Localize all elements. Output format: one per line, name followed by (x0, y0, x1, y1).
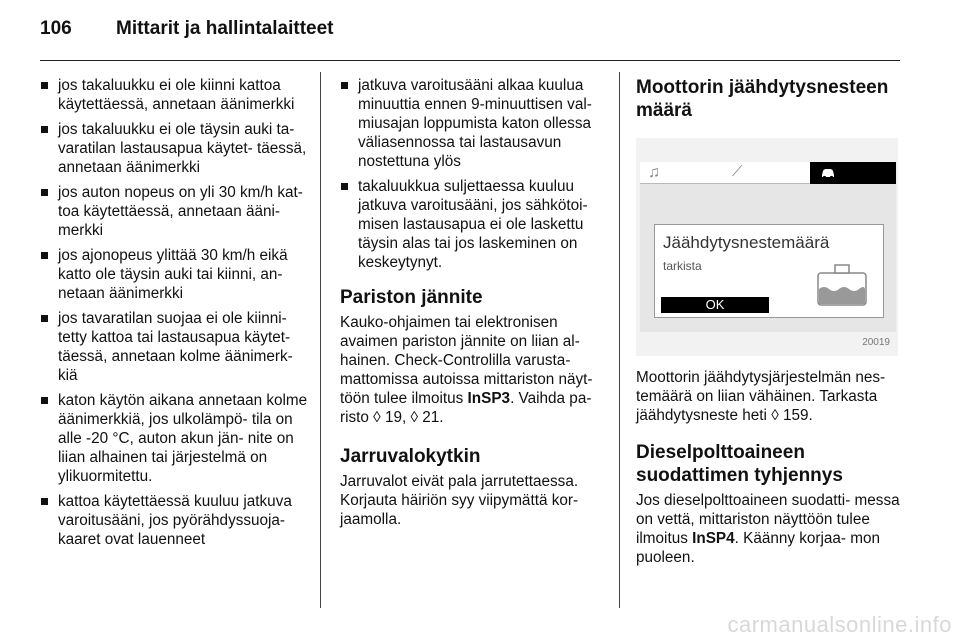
phone-icon: ⟋ (732, 163, 743, 180)
insp4-code: InSP4 (692, 530, 735, 547)
insp3-code: InSP3 (467, 390, 511, 407)
display-tab-bar (640, 162, 896, 184)
message-title: Jäähdytysnestemäärä (663, 233, 830, 252)
battery-paragraph: Kauko-ohjaimen tai elektronisen avaimen pariston jännite on liian al- hainen. Check-Controlilla varusta- mattomissa autoissa mittariston näyt- töön tulee ilmoitus InSP3. Vaihda pa- risto ◊ 19, ◊ 21. (340, 314, 593, 426)
column-divider (320, 72, 321, 608)
vehicle-tab (810, 162, 896, 184)
watermark: carmanualsonline.info (727, 612, 952, 637)
coolant-tank-icon (815, 263, 869, 307)
list-item: jos ajonopeus ylittää 30 km/h eikä katto ole täysin auki tai kiinni, an- netaan äänimerkki (40, 246, 308, 303)
bullet-list (40, 76, 308, 549)
column-divider (619, 72, 620, 608)
figure-code: 20019 (862, 337, 890, 348)
car-icon (820, 166, 836, 180)
page-header (40, 18, 900, 44)
message-box (654, 224, 884, 318)
display-screen (640, 162, 896, 332)
list-item: jos takaluukku ei ole täysin auki ta- varatilan lastausapua käytet- täessä, annetaan äänimerkki (40, 120, 308, 177)
brake-heading: Jarruvalokytkin (340, 446, 481, 467)
header-rule (40, 60, 900, 61)
column-1 (40, 76, 308, 555)
bullet-list (340, 76, 604, 272)
list-item: jos tavaratilan suojaa ei ole kiinni- tetty kattoa tai lastausapua käytet- täessä, annetaan kolme äänimerk- kiä (40, 309, 308, 385)
list-item: jatkuva varoitusääni alkaa kuulua minuuttia ennen 9-minuuttisen val- miusajan loppumista katon ollessa väliasennossa tai lastausavun nostettuna ylös (340, 76, 604, 171)
coolant-paragraph: Moottorin jäähdytysjärjestelmän nes- temäärä on liian vähäinen. Tarkasta jäähdytysneste heti ◊ 159. (636, 369, 886, 424)
diesel-paragraph: Jos dieselpolttoaineen suodatti- messa on vettä, mittariston näyttöön tulee ilmoitus InSP4. Käänny korjaa- mon puoleen. (636, 492, 900, 566)
list-item: jos takaluukku ei ole kiinni kattoa käytettäessä, annetaan äänimerkki (40, 76, 308, 114)
column-2 (340, 76, 604, 529)
message-subtitle: tarkista (663, 259, 702, 273)
page-title: Mittarit ja hallintalaitteet (116, 18, 334, 39)
battery-heading: Pariston jännite (340, 287, 483, 308)
list-item: kattoa käytettäessä kuuluu jatkuva varoitusääni, jos pyörähdyssuoja- kaaret ovat lauenneet (40, 492, 308, 549)
page-number: 106 (40, 18, 72, 39)
brake-paragraph: Jarruvalot eivät pala jarrutettaessa. Korjauta häiriön syy viipymättä kor- jaamolla. (340, 473, 579, 528)
music-note-icon: ♫ (648, 164, 660, 181)
coolant-heading: Moottorin jäähdytysnesteen määrä (636, 77, 889, 121)
coolant-display-figure (636, 138, 898, 356)
ok-bar: OK (661, 297, 769, 313)
list-item: katon käytön aikana annetaan kolme äänimerkkiä, jos ulkolämpö- tila on alle -20 °C, auton akun jän- nite on liian alhainen tai järjestelmä on ylikuormitettu. (40, 391, 308, 486)
list-item: takaluukkua suljettaessa kuuluu jatkuva varoitusääni, jos sähkötoi- misen lastausapua ei ole laskettu täysin alas tai jos laskeminen on keskeytynyt. (340, 177, 604, 272)
column-3 (636, 76, 902, 567)
diesel-heading: Dieselpolttoaineen suodattimen tyhjennys (636, 442, 843, 486)
list-item: jos auton nopeus on yli 30 km/h kat- toa käytettäessä, annetaan ääni- merkki (40, 183, 308, 240)
